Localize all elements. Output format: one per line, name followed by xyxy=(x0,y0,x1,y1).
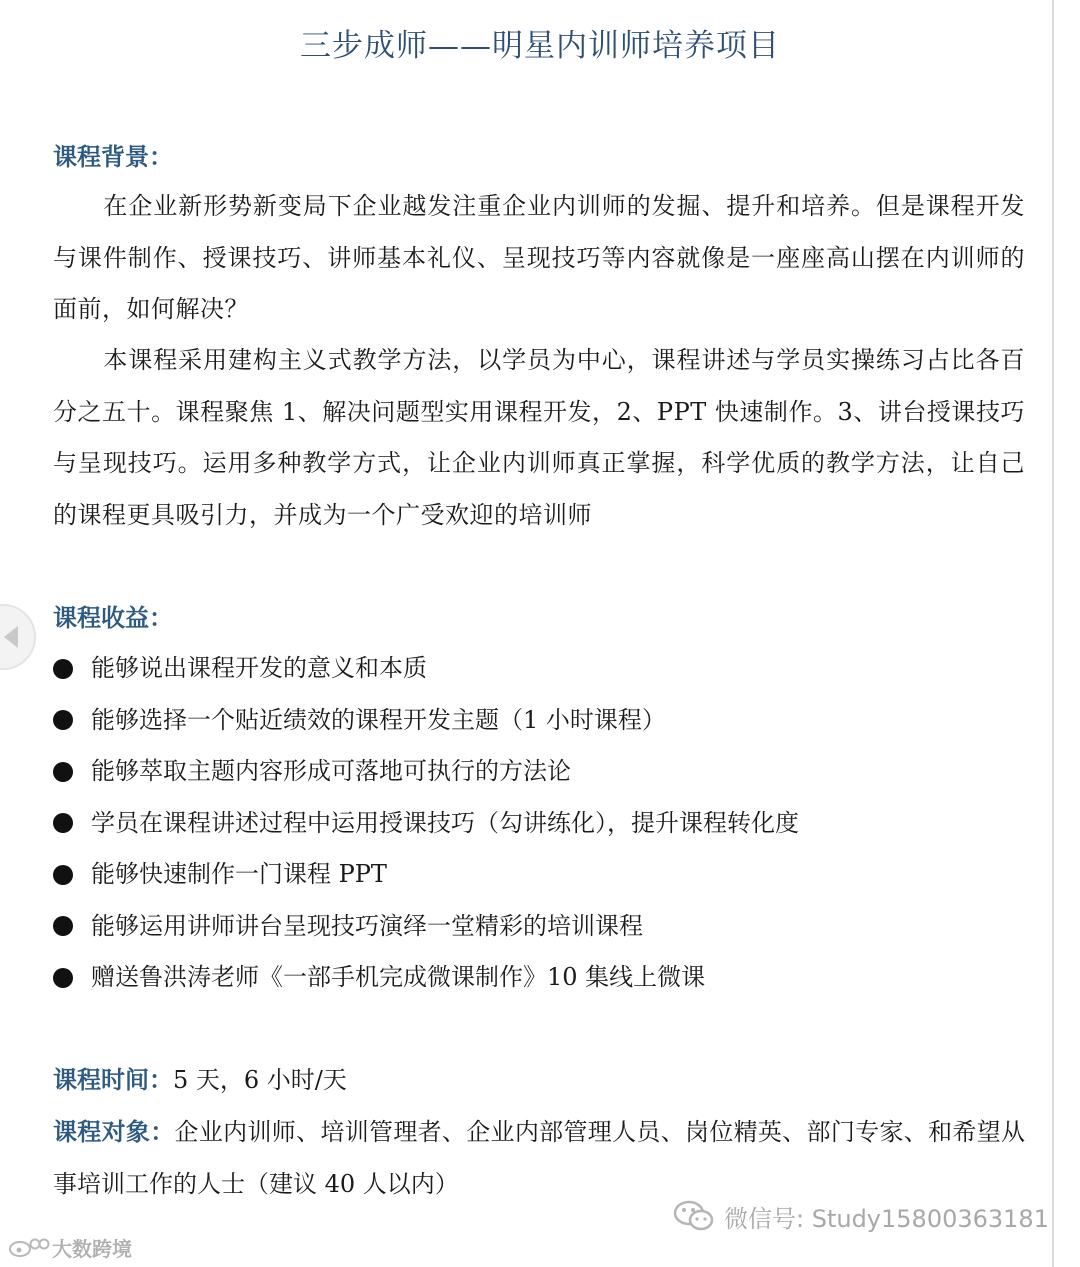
course-audience-label: 课程对象： xyxy=(53,1117,175,1146)
benefit-text: 赠送鲁洪涛老师《一部手机完成微课制作》10 集线上微课 xyxy=(91,963,706,991)
benefit-text: 能够快速制作一门课程 PPT xyxy=(91,860,387,888)
benefits-heading: 课程收益： xyxy=(53,603,173,632)
course-audience-line xyxy=(53,1106,1025,1210)
list-item xyxy=(53,901,1033,953)
bullet-icon xyxy=(53,968,73,988)
benefit-text: 能够运用讲师讲台呈现技巧演绎一堂精彩的培训课程 xyxy=(91,911,643,940)
background-paragraph-1 xyxy=(53,181,1025,336)
list-item xyxy=(53,746,1033,798)
source-text: 大数跨境 xyxy=(52,1236,132,1261)
previous-page-arrow-icon[interactable] xyxy=(0,604,36,670)
bullet-icon xyxy=(53,710,73,730)
page-title: 三步成师——明星内训师培养项目 xyxy=(300,28,780,64)
background-paragraph-2-text: 本课程采用建构主义式教学方法，以学员为中心，课程讲述与学员实操练习占比各百分之五十。课程聚焦 1、解决问题型实用课程开发，2、PPT 快速制作。3、讲台授课技巧与呈现技巧。运用多种教学方式，让企业内训师真正掌握，科学优质的教学方法，让自己的课程更具吸引力，并成为一个广受欢迎的培训师 xyxy=(53,346,1025,529)
list-item xyxy=(53,643,1033,695)
course-time-label: 课程时间： xyxy=(53,1065,173,1094)
wechat-icon xyxy=(672,1198,716,1234)
bullet-icon xyxy=(53,916,73,936)
list-item xyxy=(53,849,1033,901)
background-paragraph-1-text: 在企业新形势新变局下企业越发注重企业内训师的发掘、提升和培养。但是课程开发与课件制作、授课技巧、讲师基本礼仪、呈现技巧等内容就像是一座座高山摆在内训师的面前，如何解决？ xyxy=(53,192,1025,323)
background-paragraph-2 xyxy=(53,335,1025,541)
bullet-icon xyxy=(53,865,73,885)
course-time-value: 5 天，6 小时/天 xyxy=(173,1066,347,1094)
benefits-list xyxy=(53,643,1033,1004)
benefit-text: 能够选择一个贴近绩效的课程开发主题（1 小时课程） xyxy=(91,705,666,734)
page-edge-divider xyxy=(1052,0,1054,1267)
weibo-logo-icon xyxy=(8,1236,50,1258)
bullet-icon xyxy=(53,762,73,782)
bullet-icon xyxy=(53,659,73,679)
list-item xyxy=(53,952,1033,1004)
benefit-text: 能够说出课程开发的意义和本质 xyxy=(91,654,427,682)
list-item xyxy=(53,798,1033,850)
background-heading: 课程背景： xyxy=(53,142,173,171)
wechat-watermark xyxy=(672,1196,1049,1236)
course-audience-value: 企业内训师、培训管理者、企业内部管理人员、岗位精英、部门专家、和希望从事培训工作的人士（建议 40 人以内） xyxy=(53,1118,1026,1198)
bullet-icon xyxy=(53,813,73,833)
course-time-line xyxy=(53,1054,1025,1107)
benefit-text: 能够萃取主题内容形成可落地可执行的方法论 xyxy=(91,757,571,785)
wechat-id-text: 微信号: Study15800363181 xyxy=(724,1204,1049,1233)
source-watermark xyxy=(8,1232,132,1262)
benefit-text: 学员在课程讲述过程中运用授课技巧（勾讲练化），提升课程转化度 xyxy=(91,808,799,837)
list-item xyxy=(53,695,1033,747)
